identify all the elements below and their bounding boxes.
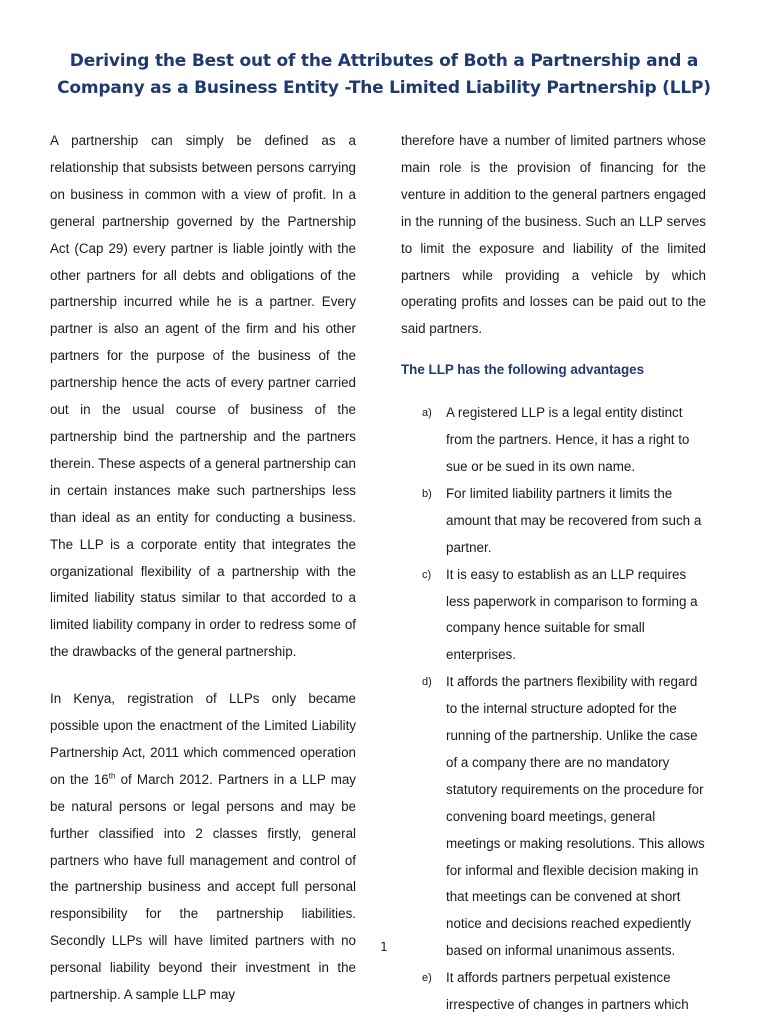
advantages-heading: The LLP has the following advantages <box>401 362 645 378</box>
list-marker: a) <box>422 407 432 420</box>
list-item-text: A registered LLP is a legal entity distinct from the partners. Hence, it has a right to sue or be sued in its own name. <box>446 405 690 474</box>
list-item <box>401 481 706 562</box>
list-item <box>401 400 706 481</box>
list-item <box>401 562 706 670</box>
list-item-text: For limited liability partners it limits the amount that may be recovered from such a partner. <box>446 485 702 555</box>
list-marker: b) <box>422 487 432 500</box>
kenya-paragraph-text-start: In Kenya, registration of LLPs only became possible upon the enactment of the Limited Liability Partnership Act, 2011 which commenced operation on the 16 <box>50 691 356 787</box>
list-marker: e) <box>422 972 432 985</box>
left-column <box>50 128 356 1009</box>
intro-paragraph: A partnership can simply be defined as a relationship that subsists between persons carrying on business in common with a view of profit. In a general partnership governed by the Partnership Act (Cap 29) every partner is liable jointly with the other partners for all debts and obligations of the partnership incurred while he is a partner. Every partner is also an agent of the firm and his other partners for the purpose of the business of the partnership hence the acts of every partner carried out in the usual course of business of the partnership bind the partnership and the partners therein. These aspects of a general partnership can in certain instances make such partnerships less than ideal as an entity for conducting a business. The LLP is a corporate entity that integrates the organizational flexibility of a partnership with the limited liability status similar to that accorded to a limited liability company in order to redress some of the drawbacks of the general partnership. <box>50 133 356 660</box>
kenya-paragraph <box>50 686 356 1009</box>
title-line-1: Deriving the Best out of the Attributes of Both a Partnership and a <box>69 51 699 71</box>
title-line-2: Company as a Business Entity -The Limited Liability Partnership (LLP) <box>57 78 711 98</box>
list-item <box>401 965 706 1019</box>
document-title <box>40 48 728 102</box>
list-item <box>401 669 706 965</box>
kenya-paragraph-text-end: of March 2012. Partners in a LLP may be natural persons or legal persons and may be further classified into 2 classes firstly, general partners who have full management and control of the partnership business and accept full personal responsibility for the partnership liabilities. Secondly LLPs will have limited partners with no personal liability beyond their investment in the partnership. A sample LLP may <box>50 771 356 1003</box>
list-item-text: It affords partners perpetual existence irrespective of changes in partners which <box>446 970 689 1013</box>
list-item-text: It affords the partners flexibility with regard to the internal structure adopted for the running of the partnership. Unlike the case of a company there are no mandatory statutory requirements on the procedure for convening board meetings, general meetings or making resolutions. This allows for informal and flexible decision making in that meetings can be convened at short notice and decisions reached expediently based on informal unanimous assents. <box>446 674 705 959</box>
list-item-text: It is easy to establish as an LLP requires less paperwork in comparison to forming a company hence suitable for small enterprises. <box>446 566 698 663</box>
advantages-list <box>401 400 706 1019</box>
continuation-paragraph: therefore have a number of limited partners whose main role is the provision of financing for the venture in addition to the general partners engaged in the running of the business. Such an LLP serves to limit the exposure and liability of the limited partners while providing a vehicle by which operating profits and losses can be paid out to the said partners. <box>401 133 706 337</box>
list-marker: c) <box>422 568 432 581</box>
list-marker: d) <box>422 676 432 689</box>
right-column <box>401 128 706 1019</box>
page-number: 1 <box>380 940 388 954</box>
ordinal-superscript: th <box>108 771 116 781</box>
